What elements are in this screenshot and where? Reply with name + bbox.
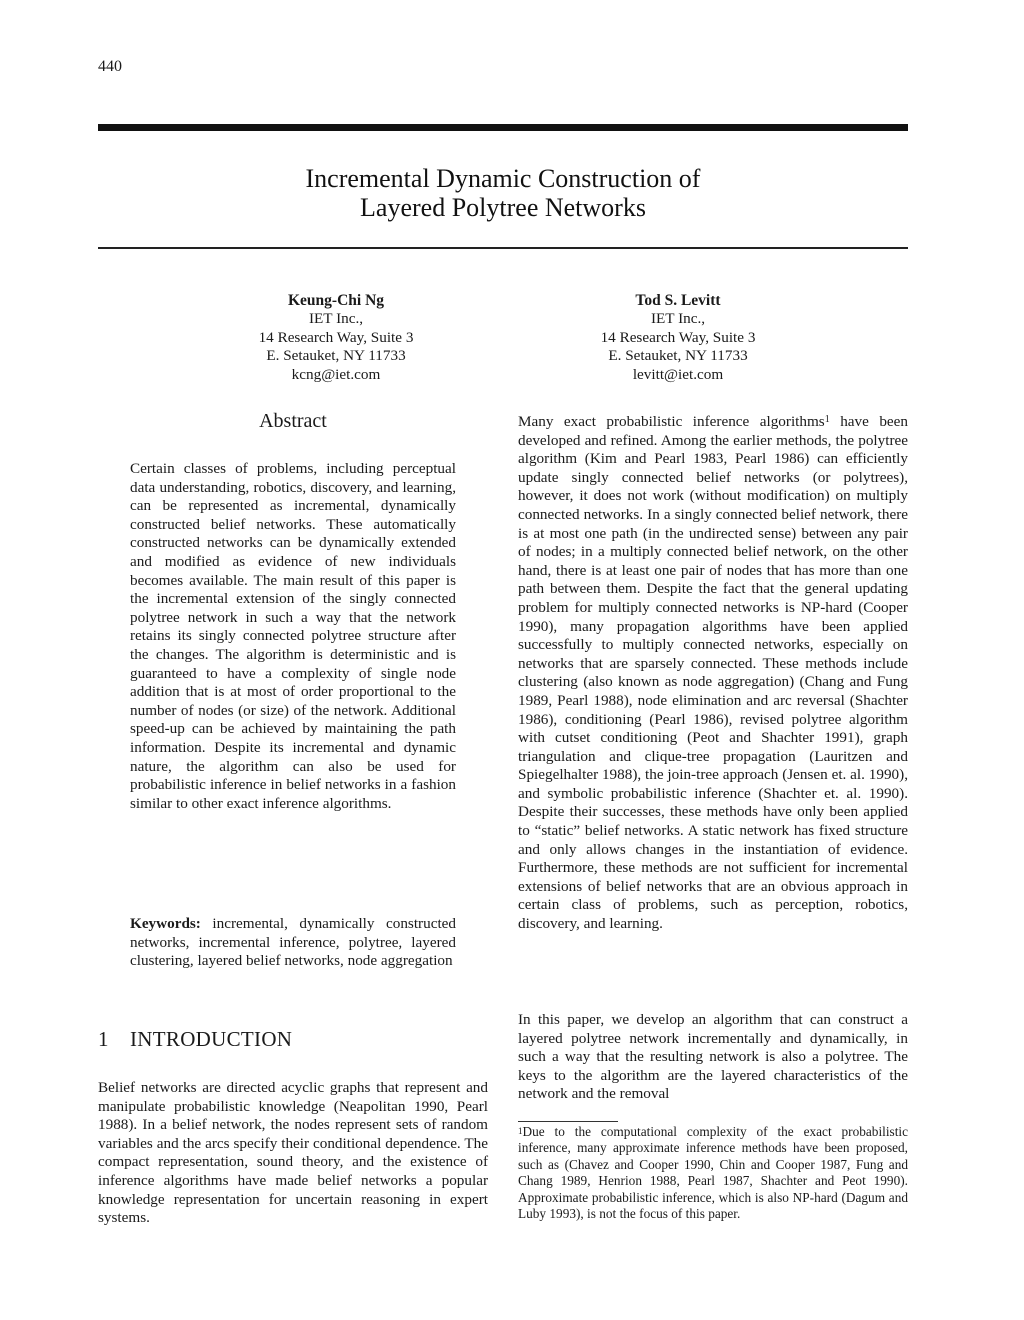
author-name: Keung-Chi Ng [287,292,385,309]
author-block-ng [186,292,486,384]
paragraph-text-before: Many exact probabilistic inference algorithms [518,413,825,430]
right-column-paragraph-2 [518,1011,908,1104]
paragraph-text-after: have been developed and refined. Among the earlier methods, the polytree algorithm (Kim and Pearl 1983, Pearl 1986) can efficiently update singly connected belief networks (or polytrees), however, it does not work (without modification) on multiply connected networks. In a singly connected belief network, there is at most one path (in the undirected sense) between any pair of nodes; in a multiply connected belief network, on the other hand, there is at least one pair of nodes that has more than one path between them. Despite the fact that the general updating problem for multiply connected networks is NP-hard (Cooper 1990), many propagation algorithms have been applied successfully to multiply connected networks, especially on networks that are sparsely connected. These methods include clustering (also known as node aggregation) (Chang and Fung 1989, Pearl 1988), node elimination and arc reversal (Shachter 1986), conditioning (Pearl 1986), revised polytree algorithm with cutset conditioning (Peot and Shachter 1991), graph triangulation and clique-tree propagation (Lauritzen and Spiegelhalter 1988), the join-tree approach (Jensen et. al. 1990), and symbolic probabilistic inference (Shachter et. al. 1990). Despite their successes, these methods have only been applied to “static” belief networks. A static network has fixed structure and only allows changes in the instantiation of evidence. Furthermore, these methods are not sufficient for incremental extensions of belief networks that are an obvious approach in certain class of problems, such as perception, robotics, discovery, and learning. [518,413,908,933]
abstract-heading: Abstract [259,410,327,432]
author-city: E. Setauket, NY 11733 [266,347,406,365]
abstract-body [130,460,456,813]
footnote-mark: 1 [518,1126,523,1136]
right-column-paragraph-1 [518,413,908,934]
section-heading-introduction [98,1027,292,1052]
section-number: 1 [98,1027,109,1051]
introduction-body [98,1079,488,1228]
author-email: levitt@iet.com [632,365,724,383]
author-street: 14 Research Way, Suite 3 [258,328,414,346]
author-block-levitt [528,292,828,384]
paper-title [98,164,908,222]
footnote-rule [518,1121,618,1122]
keywords-text: incremental, dynamically constructed networks, incremental inference, polytree, layered clustering, layered belief networks, node aggregation [130,915,457,970]
author-email: kcng@iet.com [291,365,381,383]
author-affiliation: IET Inc., [308,310,364,328]
title-top-rule [98,124,908,131]
section-title: INTRODUCTION [130,1027,293,1051]
author-name: Tod S. Levitt [635,292,721,309]
page-number: 440 [98,58,122,75]
author-street: 14 Research Way, Suite 3 [600,328,756,346]
author-city: E. Setauket, NY 11733 [608,347,748,365]
keywords-block [130,915,456,971]
introduction-text: Belief networks are directed acyclic graphs that represent and manipulate probabilistic knowledge (Neapolitan 1990, Pearl 1988). In a belief network, the nodes represent sets of random variables and the arcs specify their conditional dependence. The compact representation, sound theory, and the existence of inference algorithms have made belief networks a popular knowledge representation for uncertain reasoning in expert systems. [98,1079,488,1227]
title-line-2: Layered Polytree Networks [360,193,646,222]
abstract-text: Certain classes of problems, including perceptual data understanding, robotics, discovery, and learning, can be represented as incremental, dynamically constructed belief networks. These automatically constructed networks can be dynamically extended and modified as evidence of new individuals becomes available. The main result of this paper is the incremental extension of the singly connected polytree network in such a way that the network retains its singly connected polytree structure after the changes. The algorithm is deterministic and is guaranteed to have a complexity of single node addition that is at most of order proportional to the number of nodes (or size) of the network. Additional speed-up can be achieved by maintaining the path information. Despite its incremental and dynamic nature, the algorithm can also be used for probabilistic inference in belief networks in a fashion similar to other exact inference algorithms. [130,460,456,812]
author-affiliation: IET Inc., [650,310,706,328]
footnote-text: Due to the computational complexity of the exact probabilistic inference, many approximate inference methods have been proposed, such as (Chavez and Cooper 1990, Chin and Cooper 1987, Fung and Chang 1989, Henrion 1988, Pearl 1987, Shachter and Peot 1990). Approximate probabilistic inference, which is also NP-hard (Dagum and Luby 1993), is not the focus of this paper. [518,1124,908,1222]
footnote [518,1124,908,1222]
footnote-reference-mark: 1 [824,414,830,425]
paragraph-text: In this paper, we develop an algorithm that can construct a layered polytree network incrementally and dynamically, in such a way that the resulting network is also a polytree. The keys to the algorithm are the layered characteristics of the network and the removal [518,1011,908,1103]
keywords-label: Keywords: [130,915,201,932]
title-bottom-rule [98,247,908,249]
title-line-1: Incremental Dynamic Construction of [305,164,701,193]
